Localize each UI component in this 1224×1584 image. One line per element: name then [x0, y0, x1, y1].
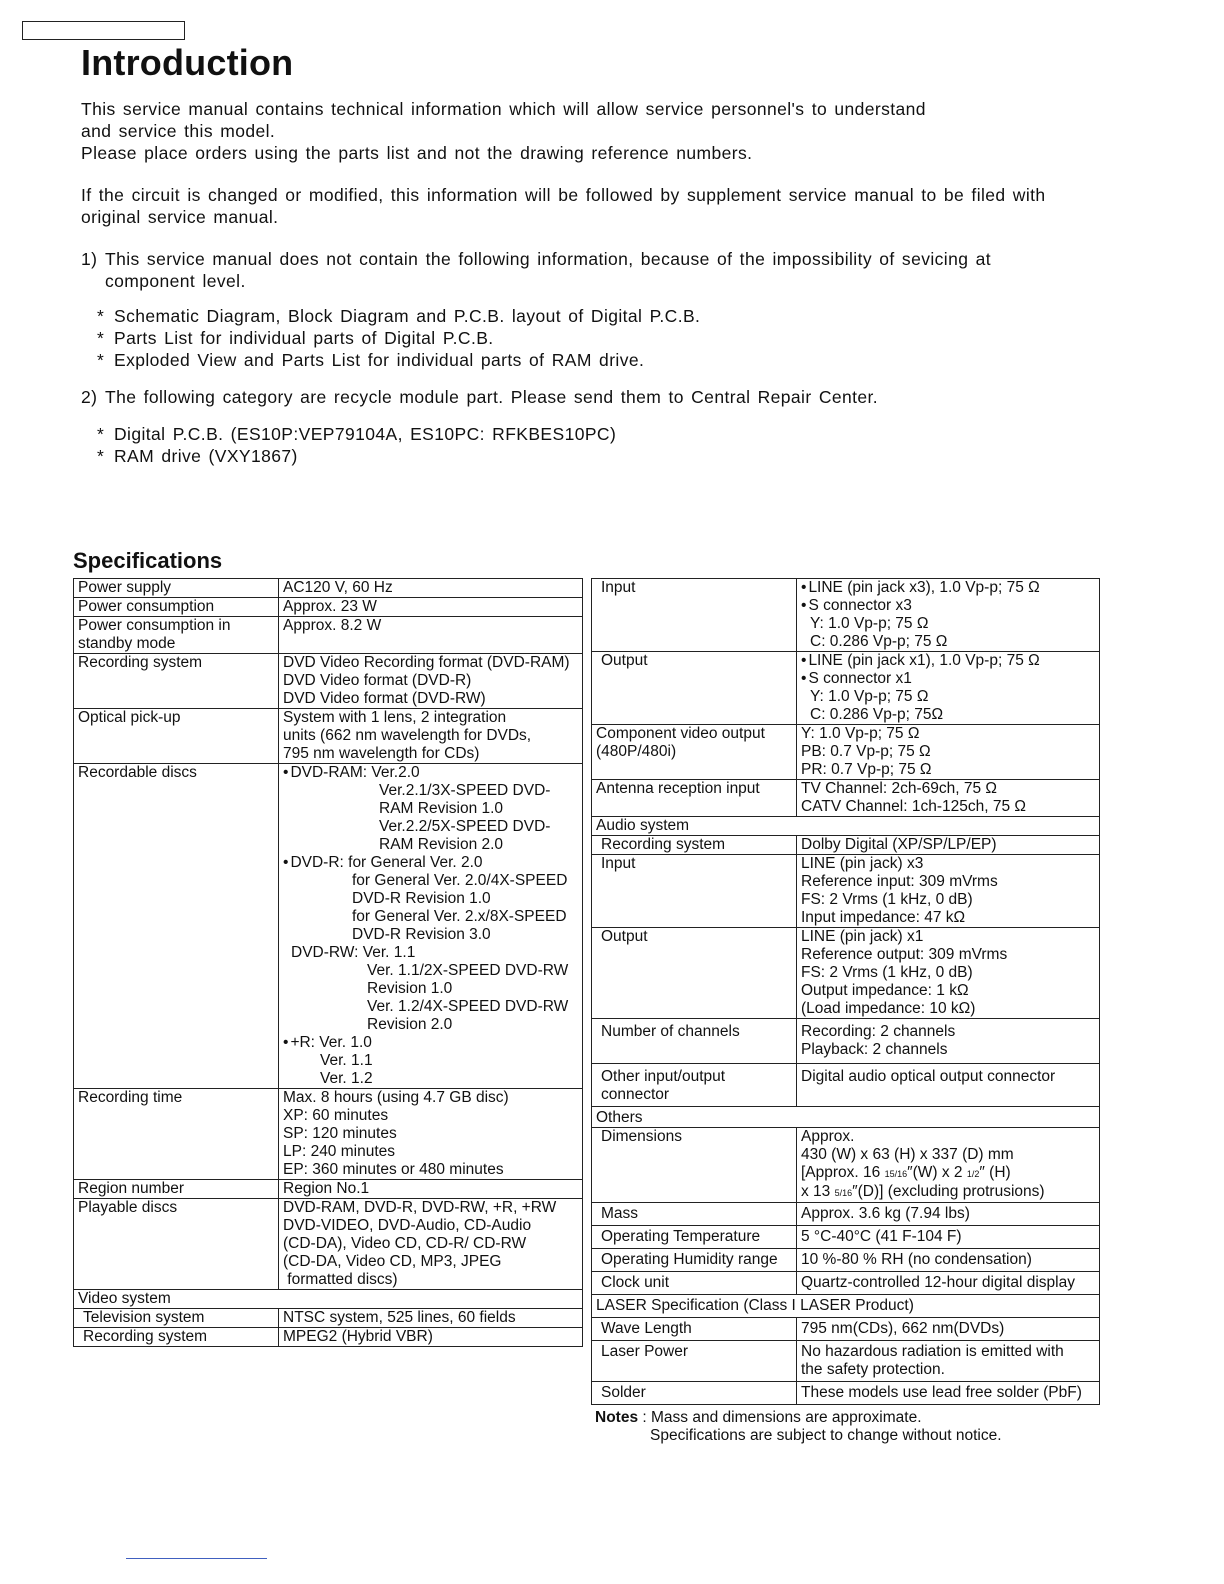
spec-section: LASER Specification (Class I LASER Product) — [592, 1295, 1100, 1318]
spec-label: Number of channels — [592, 1019, 797, 1064]
table-row — [74, 709, 583, 764]
bullet-item: * Schematic Diagram, Block Diagram and P.C.B. layout of Digital P.C.B. — [97, 306, 701, 326]
bullet-item: * Exploded View and Parts List for individual parts of RAM drive. — [97, 350, 645, 370]
spec-label: Optical pick-up — [74, 709, 279, 764]
intro-p3b: original service manual. — [81, 207, 279, 227]
specs-table-left — [73, 578, 583, 1347]
spec-label: Antenna reception input — [592, 780, 797, 817]
notes-line-2: Specifications are subject to change without notice. — [650, 1427, 1002, 1444]
spec-value: Approx. 8.2 W — [279, 617, 583, 654]
spec-value: Digital audio optical output connector — [797, 1064, 1100, 1107]
spec-label: Recording system — [592, 836, 797, 855]
table-row — [592, 579, 1100, 652]
spec-label: Power supply — [74, 579, 279, 598]
spec-value: TV Channel: 2ch-69ch, 75 Ω CATV Channel: 1ch-125ch, 75 Ω — [797, 780, 1100, 817]
specs-table-right — [591, 578, 1100, 1405]
table-row — [592, 725, 1100, 780]
spec-value: System with 1 lens, 2 integration units (662 nm wavelength for DVDs, 795 nm wavelength for CDs) — [279, 709, 583, 764]
table-row — [592, 1064, 1100, 1107]
table-row — [592, 836, 1100, 855]
table-row — [592, 1107, 1100, 1128]
spec-value: No hazardous radiation is emitted with the safety protection. — [797, 1341, 1100, 1382]
table-row — [592, 817, 1100, 836]
table-row — [592, 1295, 1100, 1318]
spec-label: Recording time — [74, 1089, 279, 1180]
table-row — [592, 1382, 1100, 1405]
table-row — [74, 1180, 583, 1199]
spec-label: Laser Power — [592, 1341, 797, 1382]
table-row — [74, 1309, 583, 1328]
header-box — [22, 21, 185, 40]
notes-label: Notes — [595, 1409, 639, 1426]
spec-label: Output — [592, 928, 797, 1019]
spec-label: Clock unit — [592, 1272, 797, 1295]
table-row — [592, 1128, 1100, 1203]
notes — [595, 1409, 1002, 1445]
spec-label: Solder — [592, 1382, 797, 1405]
page-title: Introduction — [81, 42, 294, 83]
table-row — [74, 654, 583, 709]
spec-value: MPEG2 (Hybrid VBR) — [279, 1328, 583, 1347]
table-row — [74, 598, 583, 617]
spec-value: 10 %-80 % RH (no condensation) — [797, 1249, 1100, 1272]
table-row — [592, 1272, 1100, 1295]
spec-label: Operating Temperature — [592, 1226, 797, 1249]
intro-p1b: and service this model. — [81, 121, 276, 141]
table-row — [592, 1249, 1100, 1272]
table-row — [592, 1019, 1100, 1064]
intro-text — [81, 98, 1121, 467]
spec-value: These models use lead free solder (PbF) — [797, 1382, 1100, 1405]
intro-p1: This service manual contains technical information which will allow service personnel's to understand — [81, 99, 926, 119]
table-row — [592, 1318, 1100, 1341]
spec-value: Approx. 430 (W) x 63 (H) x 337 (D) mm [Approx. 16 15/16″(W) x 2 1/2″ (H) x 13 5/16″(D)] (excluding protrusions) — [797, 1128, 1100, 1203]
spec-section: Video system — [74, 1290, 583, 1309]
table-row — [74, 579, 583, 598]
table-row — [74, 1089, 583, 1180]
intro-item-2 — [81, 386, 1121, 408]
spec-value: • DVD-RAM: Ver.2.0 Ver.2.1/3X-SPEED DVD- RAM Revision 1.0 Ver.2.2/5X-SPEED DVD- RAM Revision 2.0 • DVD-R: for General Ver. 2.0 for General Ver. 2.0/4X-SPEED DVD-R Revision 1.0 for General Ver. 2.x/8X-SPEED DVD-R Revision 3.0 DVD-RW: Ver. 1.1 Ver. 1.1/2X-SPEED DVD-RW Revision 1.0 Ver. 1.2/4X-SPEED DVD-RW Revision 2.0 • +R: Ver. 1.0 Ver. 1.1 Ver. 1.2 — [279, 764, 583, 1089]
table-row — [74, 1328, 583, 1347]
item-number: 1) — [81, 249, 98, 269]
spec-label: Power consumption in standby mode — [74, 617, 279, 654]
item-text: component level. — [105, 271, 246, 291]
table-row — [74, 1290, 583, 1309]
spec-value: • LINE (pin jack x1), 1.0 Vp-p; 75 Ω • S connector x1 Y: 1.0 Vp-p; 75 Ω C: 0.286 Vp-p; 75Ω — [797, 652, 1100, 725]
spec-value: • LINE (pin jack x3), 1.0 Vp-p; 75 Ω • S connector x3 Y: 1.0 Vp-p; 75 Ω C: 0.286 Vp-p; 75 Ω — [797, 579, 1100, 652]
bullet-item: * Digital P.C.B. (ES10P:VEP79104A, ES10PC: RFKBES10PC) — [97, 424, 617, 444]
spec-value: Y: 1.0 Vp-p; 75 Ω PB: 0.7 Vp-p; 75 Ω PR: 0.7 Vp-p; 75 Ω — [797, 725, 1100, 780]
table-row — [592, 855, 1100, 928]
spec-value: Quartz-controlled 12-hour digital display — [797, 1272, 1100, 1295]
spec-value: Max. 8 hours (using 4.7 GB disc) XP: 60 minutes SP: 120 minutes LP: 240 minutes EP: 360 minutes or 480 minutes — [279, 1089, 583, 1180]
spec-value: Approx. 23 W — [279, 598, 583, 617]
table-row — [74, 1199, 583, 1290]
spec-label: Playable discs — [74, 1199, 279, 1290]
spec-value: AC120 V, 60 Hz — [279, 579, 583, 598]
spec-label: Recording system — [74, 1328, 279, 1347]
spec-section: Audio system — [592, 817, 1100, 836]
table-row — [592, 780, 1100, 817]
spec-value: DVD Video Recording format (DVD-RAM) DVD Video format (DVD-R) DVD Video format (DVD-RW) — [279, 654, 583, 709]
spec-value: 795 nm(CDs), 662 nm(DVDs) — [797, 1318, 1100, 1341]
intro-p2: Please place orders using the parts list and not the drawing reference numbers. — [81, 143, 753, 163]
spec-label: Region number — [74, 1180, 279, 1199]
bullet-item: * Parts List for individual parts of Digital P.C.B. — [97, 328, 494, 348]
spec-label: Input — [592, 579, 797, 652]
table-row — [592, 1203, 1100, 1226]
intro-item-1b — [81, 270, 1121, 292]
item-text: This service manual does not contain the following information, because of the impossibility of sevicing at — [105, 249, 992, 269]
table-row — [592, 1341, 1100, 1382]
spec-label: Power consumption — [74, 598, 279, 617]
spec-label: Recordable discs — [74, 764, 279, 1089]
table-row — [592, 928, 1100, 1019]
table-row — [592, 1226, 1100, 1249]
item-text: The following category are recycle module part. Please send them to Central Repair Center. — [105, 387, 879, 407]
spec-label: Output — [592, 652, 797, 725]
spec-value: Recording: 2 channels Playback: 2 channels — [797, 1019, 1100, 1064]
footer-line — [126, 1558, 267, 1559]
spec-label: Television system — [74, 1309, 279, 1328]
spec-value: LINE (pin jack) x3 Reference input: 309 mVrms FS: 2 Vrms (1 kHz, 0 dB) Input impedance: 47 kΩ — [797, 855, 1100, 928]
spec-value: LINE (pin jack) x1 Reference output: 309 mVrms FS: 2 Vrms (1 kHz, 0 dB) Output impedance: 1 kΩ (Load impedance: 10 kΩ) — [797, 928, 1100, 1019]
notes-line-1: : Mass and dimensions are approximate. — [638, 1409, 922, 1426]
spec-value: NTSC system, 525 lines, 60 fields — [279, 1309, 583, 1328]
spec-section: Others — [592, 1107, 1100, 1128]
spec-label: Dimensions — [592, 1128, 797, 1203]
table-row — [592, 652, 1100, 725]
spec-value: Approx. 3.6 kg (7.94 lbs) — [797, 1203, 1100, 1226]
spec-label: Operating Humidity range — [592, 1249, 797, 1272]
table-row — [74, 617, 583, 654]
item-number: 2) — [81, 387, 98, 407]
spec-label: Recording system — [74, 654, 279, 709]
spec-value: 5 °C-40°C (41 F-104 F) — [797, 1226, 1100, 1249]
table-row — [74, 764, 583, 1089]
spec-label: Other input/output connector — [592, 1064, 797, 1107]
spec-label: Wave Length — [592, 1318, 797, 1341]
specifications-heading: Specifications — [73, 548, 223, 573]
intro-p3: If the circuit is changed or modified, this information will be followed by supplement service manual to be filed with — [81, 185, 1046, 205]
spec-label: Input — [592, 855, 797, 928]
spec-value: Region No.1 — [279, 1180, 583, 1199]
spec-label: Mass — [592, 1203, 797, 1226]
spec-value: DVD-RAM, DVD-R, DVD-RW, +R, +RW DVD-VIDEO, DVD-Audio, CD-Audio (CD-DA), Video CD, CD-R/ CD-RW (CD-DA, Video CD, MP3, JPEG formatted discs) — [279, 1199, 583, 1290]
spec-value: Dolby Digital (XP/SP/LP/EP) — [797, 836, 1100, 855]
bullet-item: * RAM drive (VXY1867) — [97, 446, 298, 466]
spec-label: Component video output (480P/480i) — [592, 725, 797, 780]
intro-item-1 — [81, 248, 1121, 270]
